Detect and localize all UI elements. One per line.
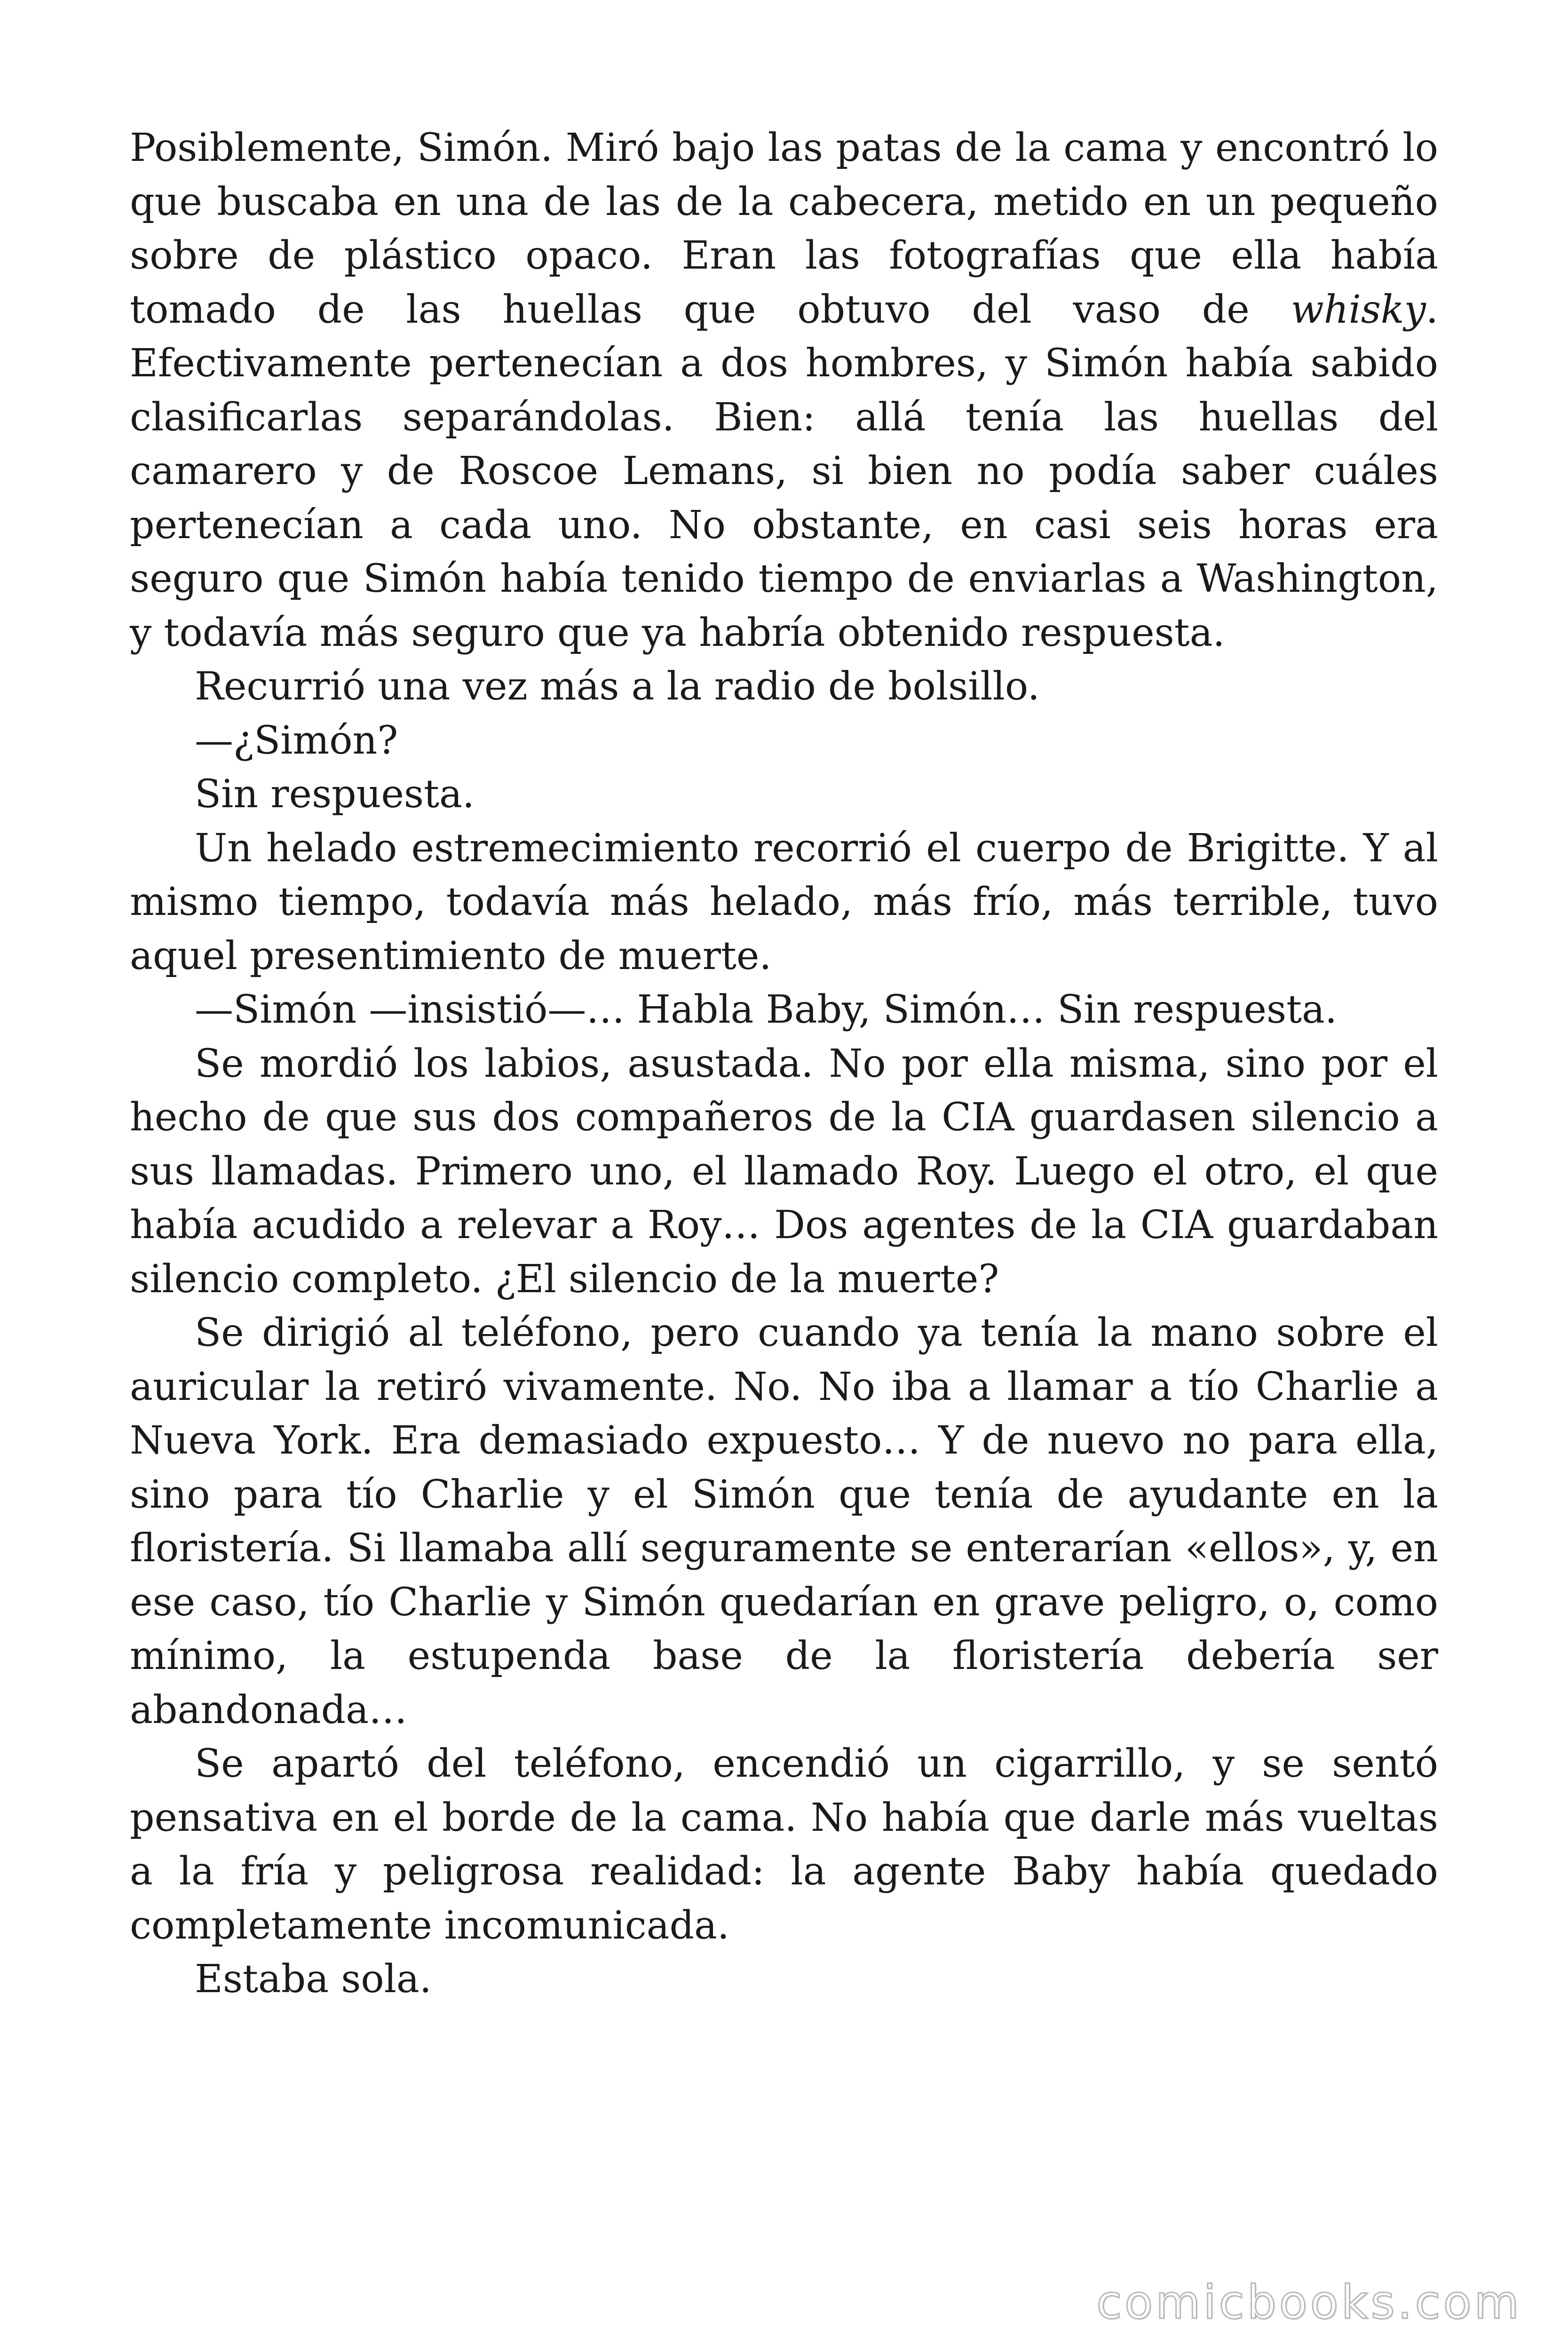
paragraph-7: Se mordió los labios, asustada. No por ella misma, sino por el hecho de que sus dos compañeros de la CIA guardasen silencio a sus llamadas. Primero uno, el llamado Roy. Luego el otro, el que había acudido a relevar a Roy… Dos agentes de la CIA guardaban silencio completo. ¿El silencio de la muerte? [130,1041,1438,1302]
watermark: comicbooks.com [1096,2276,1522,2329]
body-text [130,121,1438,2007]
paragraph-3: —¿Simón? [195,718,398,763]
paragraph-9: Se apartó del teléfono, encendió un cigarrillo, y se sentó pensativa en el borde de la cama. No había que darle más vueltas a la fría y peligrosa realidad: la agente Baby había quedado completamente incomunicada. [130,1741,1438,1948]
paragraph-6: —Simón —insistió—… Habla Baby, Simón… Sin respuesta. [195,987,1338,1032]
paragraph-1: Posiblemente, Simón. Miró bajo las patas de la cama y encontró lo que buscaba en una de las de la cabecera, metido en un pequeño sobre de plástico opaco. Eran las fotografías que ella había tomado de las huellas que obtuvo del vaso de whisky. Efectivamente pertenecían a dos hombres, y Simón había sabido clasificarlas separándolas. Bien: allá tenía las huellas del camarero y de Roscoe Lemans, si bien no podía saber cuáles pertenecían a cada uno. No obstante, en casi seis horas era seguro que Simón había tenido tiempo de enviarlas a Washington, y todavía más seguro que ya habría obtenido respuesta. [130,126,1438,655]
paragraph-4: Sin respuesta. [195,772,475,817]
italic-word: whisky [1291,287,1426,332]
paragraph-5: Un helado estremecimiento recorrió el cuerpo de Brigitte. Y al mismo tiempo, todavía más helado, más frío, más terrible, tuvo aquel presentimiento de muerte. [130,826,1438,978]
paragraph-2: Recurrió una vez más a la radio de bolsillo. [195,664,1040,709]
paragraph-8: Se dirigió al teléfono, pero cuando ya tenía la mano sobre el auricular la retiró vivamente. No. No iba a llamar a tío Charlie a Nueva York. Era demasiado expuesto… Y de nuevo no para ella, sino para tío Charlie y el Simón que tenía de ayudante en la floristería. Si llamaba allí seguramente se enterarían «ellos», y, en ese caso, tío Charlie y Simón quedarían en grave peligro, o, como mínimo, la estupenda base de la floristería debería ser abandonada… [130,1311,1438,1732]
paragraph-10: Estaba sola. [195,1957,432,2002]
